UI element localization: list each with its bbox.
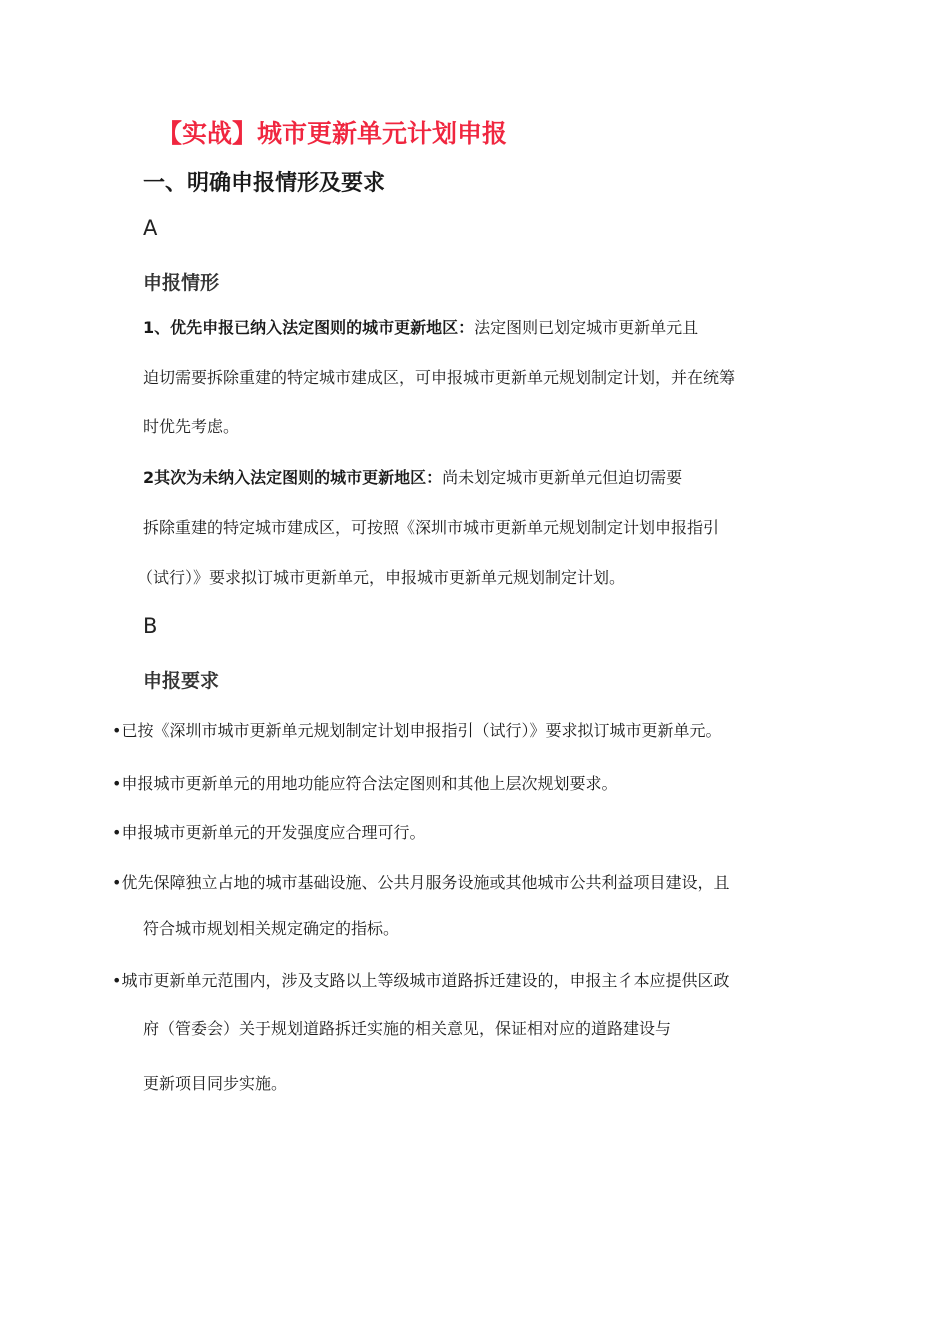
part-b-heading: 申报要求 [143,670,220,692]
item1-line1-rest: 法定图则已划定城市更新单元且 [474,318,699,337]
document-title: 【实战】城市更新单元计划申报 [157,119,508,148]
bullet-item: •已按《深圳市城市更新单元规划制定计划申报指引（试行）》要求拟订城市更新单元。 [112,721,722,740]
item2-lead: 2其次为未纳入法定图则的城市更新地区： [143,468,443,487]
bullet-item: •申报城市更新单元的开发强度应合理可行。 [112,823,426,842]
item2-line3: （试行）》要求拟订城市更新单元，申报城市更新单元规划制定计划。 [137,568,626,587]
bullet-item: •城市更新单元范围内，涉及支路以上等级城市道路拆迁建设的，申报主彳本应提供区政 [112,971,730,990]
item1-line3: 时优先考虑。 [143,417,240,436]
part-b-letter: B [143,614,158,638]
bullet-item: •优先保障独立占地的城市基础设施、公共月服务设施或其他城市公共利益项目建设，且 [112,873,730,892]
bullet-continuation: 更新项目同步实施。 [143,1074,288,1093]
item1-lead: 1、优先申报已纳入法定图则的城市更新地区： [143,318,475,337]
item1-line1 [143,315,698,338]
bullet-continuation: 府（管委会）关于规划道路拆迁实施的相关意见，保证相对应的道路建设与 [143,1019,672,1038]
item2-line1 [143,465,682,488]
part-a-heading: 申报情形 [143,272,220,294]
bullet-item: •申报城市更新单元的用地功能应符合法定图则和其他上层次规划要求。 [112,774,618,793]
item2-line2: 拆除重建的特定城市建成区，可按照《深圳市城市更新单元规划制定计划申报指引 [143,518,720,537]
part-a-letter: A [143,216,158,240]
section-heading: 一、明确申报情形及要求 [143,171,386,196]
item2-line1-rest: 尚未划定城市更新单元但迫切需要 [442,468,683,487]
item1-line2: 迫切需要拆除重建的特定城市建成区，可申报城市更新单元规划制定计划，并在统筹 [143,368,736,387]
bullet-continuation: 符合城市规划相关规定确定的指标。 [143,919,400,938]
